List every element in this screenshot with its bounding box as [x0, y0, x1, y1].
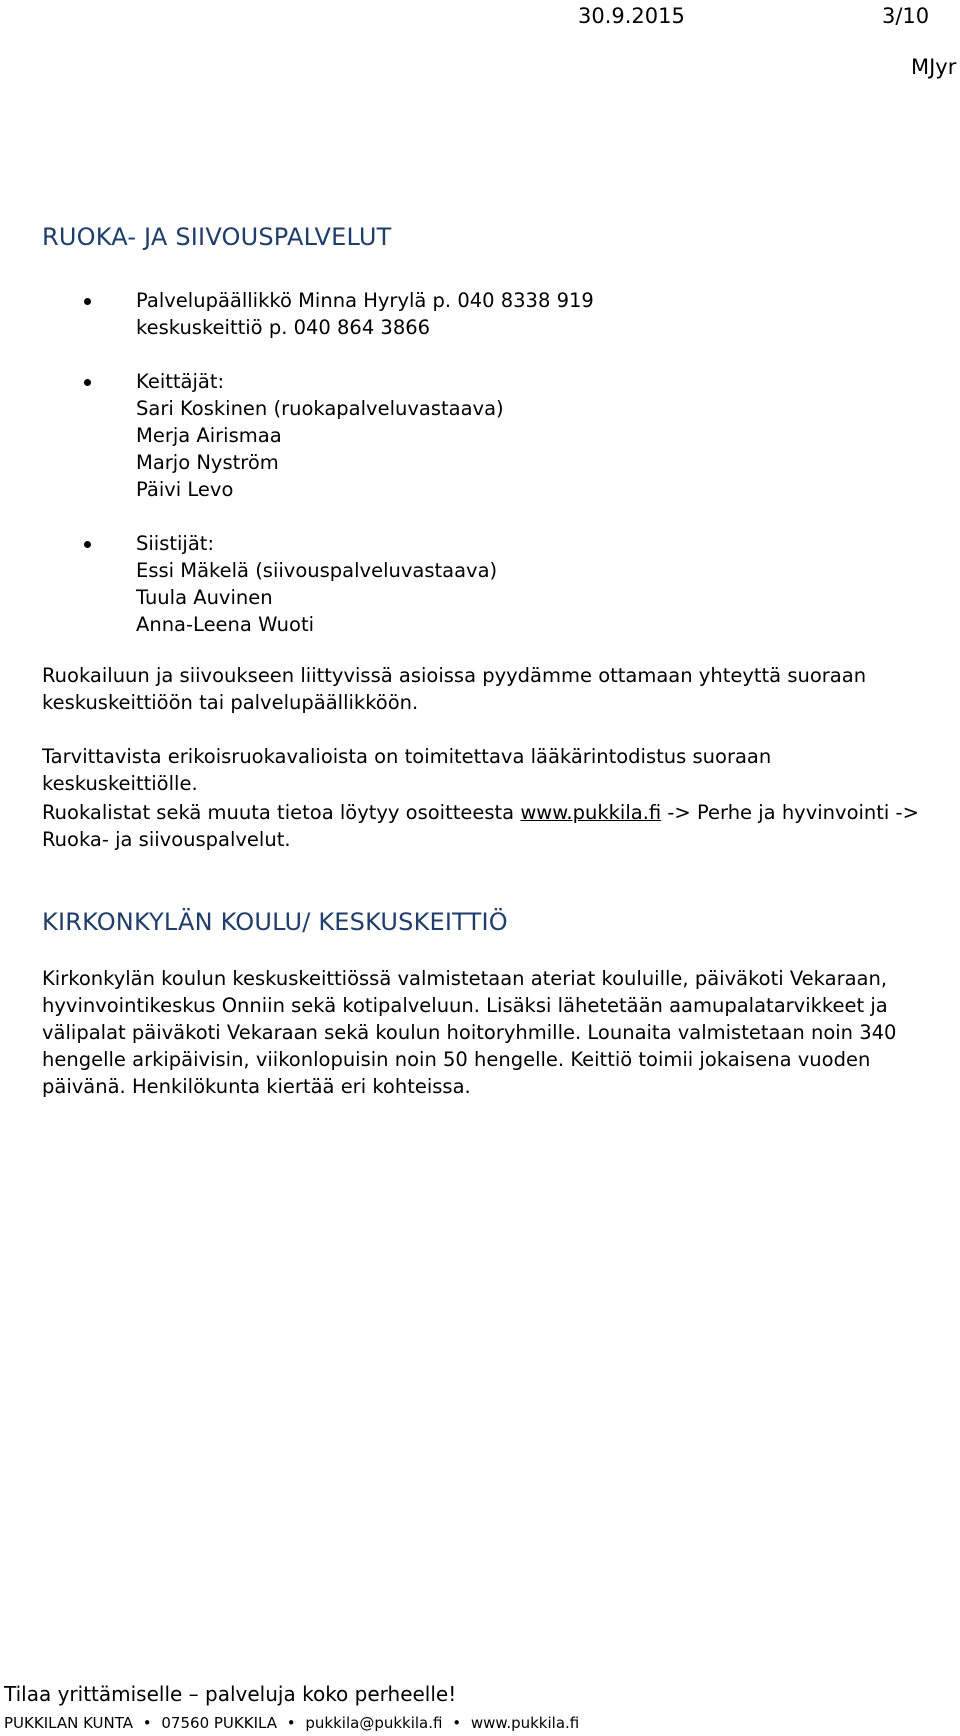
header-author: MJyr: [911, 55, 957, 79]
footer-web-link[interactable]: www.pukkila.fi: [470, 1714, 580, 1732]
paragraph-central-kitchen: Kirkonkylän koulun keskuskeittiössä valmistetaan ateriat kouluille, päiväkoti Vekaraan, hyvinvointikeskus Onniin sekä kotipalveluun. Lisäksi lähetetään aamupalatarvikkeet ja välipalat päiväkoti Vekaraan sekä koulun hoitoryhmille. Lounaita valmistetaan noin 340 hengelle arkipäivisin, viikonlopuisin noin 50 hengelle. Keittiö toimii jokaisena vuoden päivänä. Henkilökunta kiertää eri kohteissa.: [42, 967, 897, 1098]
section-heading-food-cleaning: RUOKA- JA SIIVOUSPALVELUT: [42, 223, 392, 251]
header-page-number: 3/10: [882, 4, 930, 28]
section-heading-central-kitchen: KIRKONKYLÄN KOULU/ KESKUSKEITTIÖ: [42, 908, 508, 936]
list-line: Anna-Leena Wuoti: [136, 613, 315, 636]
list-item-cooks: [0, 368, 960, 503]
footer-separator: •: [286, 1714, 296, 1732]
footer-separator: •: [142, 1714, 152, 1732]
list-line: Essi Mäkelä (siivouspalveluvastaava): [136, 559, 498, 582]
footer-separator: •: [452, 1714, 462, 1732]
bullet-icon: [84, 298, 91, 305]
list-line: Päivi Levo: [136, 478, 234, 501]
list-line: Tuula Auvinen: [136, 586, 273, 609]
menus-text-after: -> Perhe ja hyvinvointi -> Ruoka- ja siivouspalvelut.: [42, 801, 919, 851]
paragraph-special-diet: Tarvittavista erikoisruokavalioista on toimitettava lääkärintodistus suoraan keskuskeittiölle.: [42, 745, 772, 795]
paragraph-menus: [42, 799, 922, 853]
footer-slogan: Tilaa yrittämiselle – palveluja koko perheelle!: [4, 1682, 457, 1706]
list-item-cleaners: [0, 530, 960, 638]
footer-email-link[interactable]: pukkila@pukkila.fi: [305, 1714, 443, 1732]
bullet-icon: [84, 379, 91, 386]
staff-list: [0, 287, 960, 638]
website-link[interactable]: www.pukkila.fi: [520, 801, 662, 824]
footer-postal: 07560 PUKKILA: [161, 1714, 277, 1732]
header-date: 30.9.2015: [578, 4, 685, 28]
list-line: Marjo Nyström: [136, 451, 279, 474]
paragraph-contact: Ruokailuun ja siivoukseen liittyvissä asioissa pyydämme ottamaan yhteyttä suoraan keskuskeittiöön tai palvelupäällikköön.: [42, 664, 867, 714]
list-line: Palvelupäällikkö Minna Hyrylä p. 040 8338 919: [136, 289, 594, 312]
list-line: Merja Airismaa: [136, 424, 282, 447]
list-line: Siistijät:: [136, 532, 215, 555]
list-item-manager: [0, 287, 960, 341]
footer-address: [4, 1714, 579, 1732]
bullet-icon: [84, 541, 91, 548]
list-line: Sari Koskinen (ruokapalveluvastaava): [136, 397, 504, 420]
menus-text-before: Ruokalistat sekä muuta tietoa löytyy osoitteesta: [42, 801, 521, 824]
list-line: Keittäjät:: [136, 370, 225, 393]
list-line: keskuskeittiö p. 040 864 3866: [136, 316, 431, 339]
footer-org: PUKKILAN KUNTA: [4, 1714, 133, 1732]
